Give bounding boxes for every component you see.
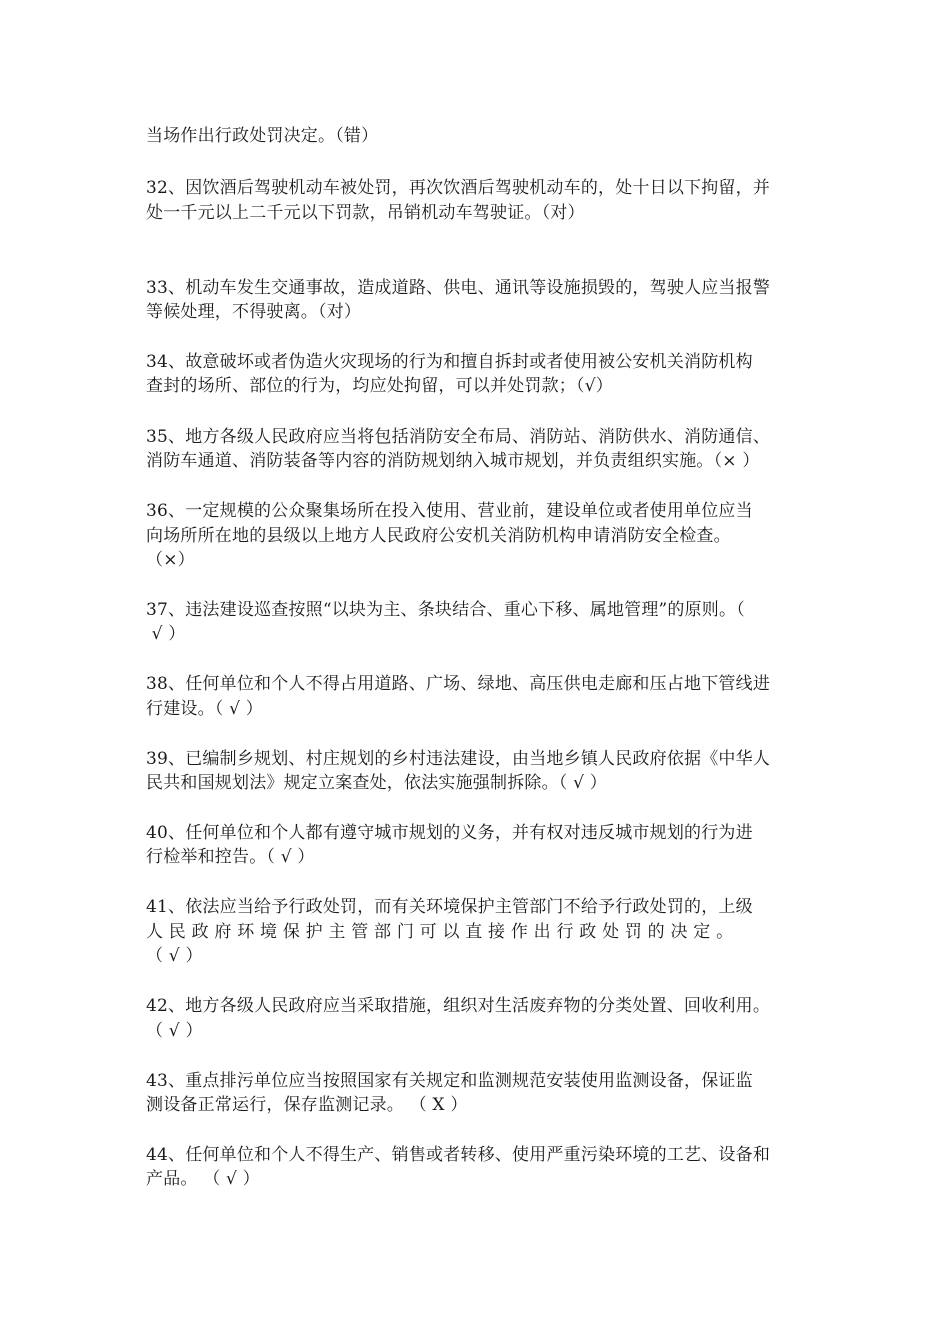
text-line: 39、已编制乡规划、村庄规划的乡村违法建设，由当地乡镇人民政府依据《中华人	[146, 749, 771, 769]
text-line: 34、故意破坏或者伪造火灾现场的行为和擅自拆封或者使用被公安机关消防机构	[146, 352, 753, 372]
text-line: 41、依法应当给予行政处罚，而有关环境保护主管部门不给予行政处罚的，上级	[146, 897, 753, 917]
text-line: 35、地方各级人民政府应当将包括消防安全布局、消防站、消防供水、消防通信、	[146, 427, 771, 447]
text-line: 44、任何单位和个人不得生产、销售或者转移、使用严重污染环境的工艺、设备和	[146, 1145, 771, 1165]
text-line: （ √ ）	[146, 946, 203, 966]
text-line: 43、重点排污单位应当按照国家有关规定和监测规范安装使用监测设备，保证监	[146, 1071, 753, 1091]
text-line: 当场作出行政处罚决定。（错）	[146, 126, 379, 146]
text-line: 测设备正常运行，保存监测记录。 （ X ）	[146, 1095, 468, 1115]
text-line: 产品。 （ √ ）	[146, 1169, 260, 1189]
text-line: 40、任何单位和个人都有遵守城市规划的义务，并有权对违反城市规划的行为进	[146, 823, 753, 843]
text-line: 行建设。（ √ ）	[146, 699, 263, 719]
text-line: √ ）	[146, 624, 186, 644]
text-line: 查封的场所、部位的行为，均应处拘留，可以并处罚款；（√）	[146, 376, 613, 396]
text-line: 42、地方各级人民政府应当采取措施，组织对生活废弃物的分类处置、回收利用。	[146, 996, 771, 1016]
text-line: 向场所所在地的县级以上地方人民政府公安机关消防机构申请消防安全检查。	[146, 526, 731, 546]
text-line: 行检举和控告。（ √ ）	[146, 847, 315, 867]
text-line: 36、一定规模的公众聚集场所在投入使用、营业前，建设单位或者使用单位应当	[146, 501, 753, 521]
text-line: 38、任何单位和个人不得占用道路、广场、绿地、高压供电走廊和压占地下管线进	[146, 674, 771, 694]
text-line: 等候处理，不得驶离。（对）	[146, 302, 362, 322]
text-line: 处一千元以上二千元以下罚款，吊销机动车驾驶证。（对）	[146, 203, 585, 223]
text-line: 37、违法建设巡查按照“以块为主、条块结合、重心下移、属地管理”的原则。（	[146, 600, 745, 620]
text-line: （ √ ）	[146, 1021, 203, 1041]
text-line: 消防车通道、消防装备等内容的消防规划纳入城市规划，并负责组织实施。（× ）	[146, 451, 760, 471]
text-line: 33、机动车发生交通事故，造成道路、供电、通讯等设施损毁的，驾驶人应当报警	[146, 278, 771, 298]
text-line: 32、因饮酒后驾驶机动车被处罚，再次饮酒后驾驶机动车的，处十日以下拘留，并	[146, 178, 771, 198]
text-line: 民共和国规划法》规定立案查处，依法实施强制拆除。（ √ ）	[146, 773, 607, 793]
text-line: 人 民 政 府 环 境 保 护 主 管 部 门 可 以 直 接 作 出 行 政 处 罚 的 决 定 。	[146, 922, 734, 942]
text-line: （×）	[146, 550, 195, 570]
